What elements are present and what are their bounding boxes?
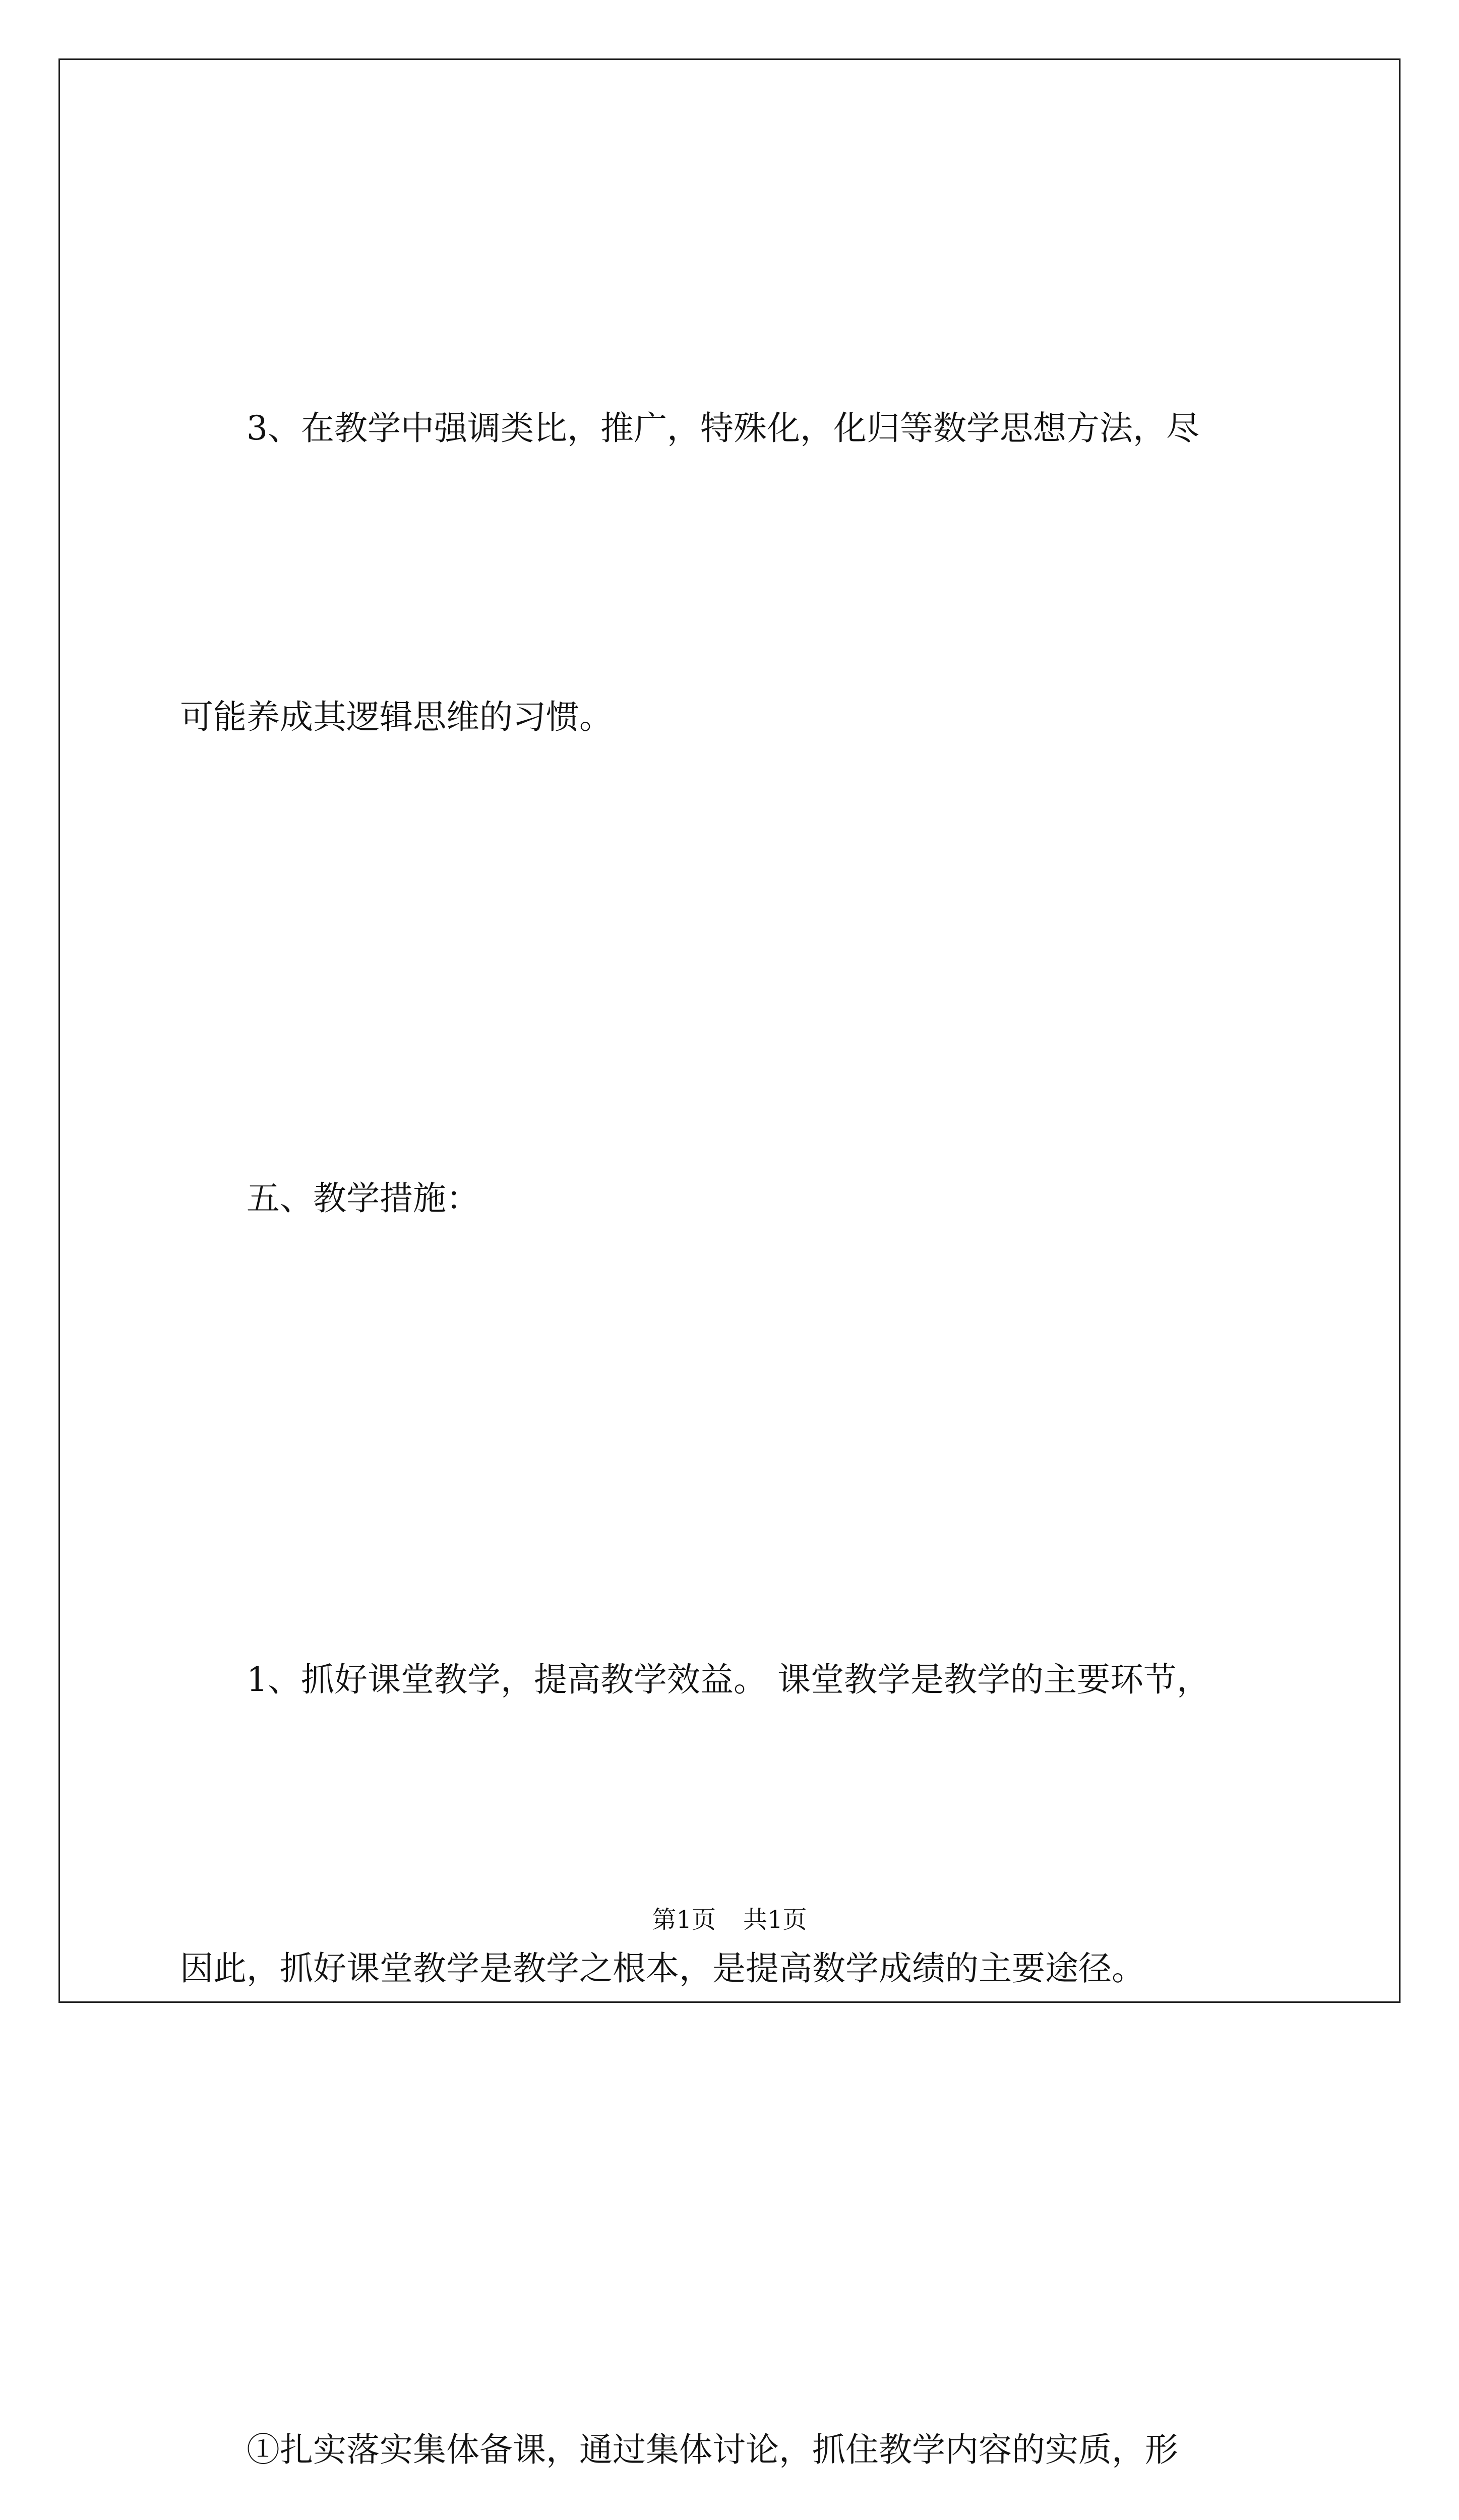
- page-footer: [0, 1900, 1459, 1935]
- paragraph-line: ①扎实落实集体备课，通过集体讨论，抓住教学内容的实质，形: [247, 2430, 1178, 2469]
- document-body: [180, 187, 1284, 2520]
- paragraph-line: 可能养成其逻辑思维的习惯。: [180, 698, 613, 736]
- paragraph-line: 3、在教学中强调类比，推广，特殊化，化归等数学思想方法，尽: [247, 409, 1199, 448]
- paragraph-1: [180, 187, 1284, 958]
- paragraph-line: 1、抓好课堂教学，提高教学效益。 课堂教学是教学的主要环节，: [247, 1660, 1210, 1699]
- section-heading: [180, 958, 1284, 1439]
- section-heading-text: 五、教学措施：: [247, 1179, 479, 1218]
- paragraph-3: [180, 1439, 1284, 2209]
- paragraph-line: 因此，抓好课堂教学是教学之根本，是提高数学成绩的主要途径。: [180, 1949, 1145, 1988]
- page-number-total: 共1页: [743, 1906, 807, 1934]
- paragraph-4: [180, 2209, 1284, 2520]
- page-number-current: 第1页: [652, 1906, 716, 1934]
